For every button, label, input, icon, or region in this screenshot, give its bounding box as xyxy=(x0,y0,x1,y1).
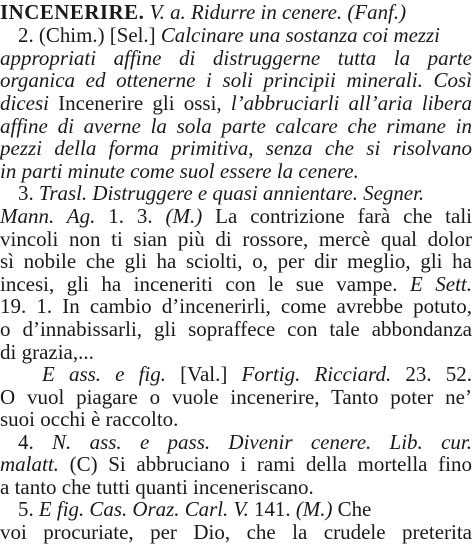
roman-text: voi procuriate, per Dio, che la crudele preterita xyxy=(0,520,472,544)
headword: INCENERIRE. xyxy=(0,0,145,24)
entry-line xyxy=(0,294,472,319)
roman-text: Incenerire gli ossi, xyxy=(48,91,231,115)
italic-text: (M.) xyxy=(165,204,203,228)
entry-line xyxy=(0,136,472,161)
roman-text: 23. 52. xyxy=(391,362,472,386)
italic-text: Ridurre in cenere. xyxy=(191,0,343,24)
italic-text: Calcinare una sostanza coi mezzi xyxy=(160,23,441,47)
italic-text: E Sett. xyxy=(409,272,472,296)
italic-text: malatt. xyxy=(0,452,59,476)
roman-text: Che xyxy=(332,497,372,521)
entry-line xyxy=(18,181,472,206)
italic-text: affine di averne la sola parte calcare che rimane in xyxy=(0,114,472,138)
italic-text: dicesi xyxy=(0,91,49,115)
roman-text: 19. 1. In cambio d’incenerirli, come avrebbe potuto, xyxy=(0,294,472,318)
roman-text: O vuol piagare o vuole incenerire, Tanto poter ne’ xyxy=(0,385,472,409)
roman-text: (C) Si abbruciano i rami della mortella fino xyxy=(58,452,472,476)
roman-text: 5. xyxy=(18,497,39,521)
roman-text: La contrizione farà che tali xyxy=(202,204,472,228)
entry-headword-line xyxy=(0,0,472,25)
italic-text: in parti minute come suol essere la cenere. xyxy=(0,159,359,183)
entry-line xyxy=(0,452,472,477)
italic-text: (Fanf.) xyxy=(347,0,407,24)
roman-text: di grazia,... xyxy=(0,340,94,364)
italic-text: E fig. Cas. Oraz. Carl. V. xyxy=(38,497,249,521)
roman-text: o d’innabissarli, gli sopraffece con tale abbondanza xyxy=(0,317,472,341)
entry-line xyxy=(18,23,472,48)
roman-text: 3. xyxy=(18,181,39,205)
italic-text: l’abbruciarli all’aria libera xyxy=(230,91,472,115)
italic-text: E ass. e fig. xyxy=(42,362,166,386)
roman-text: vincoli non ti sian più di rossore, mercè qual dolor xyxy=(0,227,472,251)
roman-text: 4. xyxy=(18,430,53,454)
roman-text: 141. xyxy=(248,497,296,521)
italic-text: (M.) xyxy=(295,497,333,521)
roman-text: 1. 3. xyxy=(95,204,166,228)
entry-line xyxy=(0,407,472,432)
entry-line xyxy=(0,204,472,229)
roman-text: a tanto che tutti quanti inceneriscano. xyxy=(0,475,314,499)
italic-text: Fortig. Ricciard. xyxy=(241,362,392,386)
roman-text: suoi occhi è raccolto. xyxy=(0,407,179,431)
italic-text: N. ass. e pass. Divenir cenere. Lib. cur. xyxy=(52,430,472,454)
roman-text: 2. (Chim.) [Sel.] xyxy=(18,23,161,47)
entry-line xyxy=(0,520,472,545)
italic-text: organica ed ottenerne i soli principii minerali. Così xyxy=(0,68,472,92)
italic-text: Mann. Ag. xyxy=(0,204,96,228)
italic-text: Trasl. Distruggere e quasi annientare. Segner. xyxy=(38,181,425,205)
entry-line xyxy=(0,317,472,342)
roman-text: sì nobile che gli ha sciolti, o, per dir meglio, gli ha xyxy=(0,249,472,273)
entry-line xyxy=(0,68,472,93)
italic-text: appropriati affine di distruggerne tutta la parte xyxy=(0,46,472,70)
entry-line xyxy=(0,91,472,116)
roman-text: [Val.] xyxy=(166,362,242,386)
roman-text: incesi, gli ha inceneriti con le sue vampe. xyxy=(0,272,410,296)
entry-line xyxy=(0,249,472,274)
entry-line xyxy=(42,362,472,387)
entry-line xyxy=(18,497,472,522)
italic-text: pezzi della forma primitiva, senza che si risolvano xyxy=(0,136,472,160)
italic-text: V. a. xyxy=(149,0,186,24)
